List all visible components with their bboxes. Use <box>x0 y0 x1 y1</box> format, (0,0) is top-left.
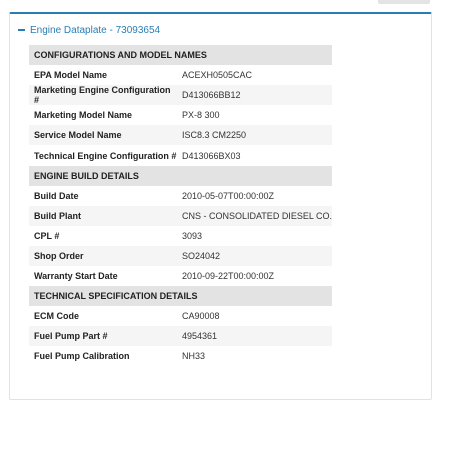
section-heading: ENGINE BUILD DETAILS <box>29 166 332 186</box>
minus-icon[interactable] <box>18 29 25 31</box>
row-label: CPL # <box>29 226 177 246</box>
row-value: 2010-09-22T00:00:00Z <box>177 266 332 286</box>
row-value: 3093 <box>177 226 332 246</box>
table-row <box>29 186 332 206</box>
section-header-row <box>29 166 332 186</box>
row-label: Warranty Start Date <box>29 266 177 286</box>
row-label: ECM Code <box>29 306 177 326</box>
top-tab <box>378 0 430 4</box>
row-label: Fuel Pump Calibration <box>29 346 177 366</box>
row-value: PX-8 300 <box>177 105 332 125</box>
table-row <box>29 65 332 85</box>
table-row <box>29 346 332 366</box>
row-value: D413066BX03 <box>177 145 332 165</box>
table-row <box>29 326 332 346</box>
table-row <box>29 206 332 226</box>
row-label: EPA Model Name <box>29 65 177 85</box>
table-row <box>29 226 332 246</box>
section-header-row <box>29 45 332 65</box>
row-label: Shop Order <box>29 246 177 266</box>
panel-header-toggle[interactable] <box>18 22 160 38</box>
table-row <box>29 105 332 125</box>
row-label: Fuel Pump Part # <box>29 326 177 346</box>
table-row <box>29 145 332 165</box>
row-value: 4954361 <box>177 326 332 346</box>
section-header-row <box>29 286 332 306</box>
row-label: Build Date <box>29 186 177 206</box>
panel-title[interactable]: Engine Dataplate - 73093654 <box>30 24 161 36</box>
table-row <box>29 246 332 266</box>
row-value: SO24042 <box>177 246 332 266</box>
table-row <box>29 266 332 286</box>
row-label: Service Model Name <box>29 125 177 145</box>
section-heading: TECHNICAL SPECIFICATION DETAILS <box>29 286 332 306</box>
row-value: D413066BB12 <box>177 85 332 105</box>
dataplate-table <box>29 45 332 367</box>
row-value: 2010-05-07T00:00:00Z <box>177 186 332 206</box>
row-value: NH33 <box>177 346 332 366</box>
table-row <box>29 85 332 105</box>
row-value: CNS - CONSOLIDATED DIESEL CO. <box>177 206 332 226</box>
row-value: ISC8.3 CM2250 <box>177 125 332 145</box>
row-value: CA90008 <box>177 306 332 326</box>
row-label: Marketing Engine Configuration # <box>29 85 177 105</box>
row-value: ACEXH0505CAC <box>177 65 332 85</box>
row-label: Build Plant <box>29 206 177 226</box>
section-heading: CONFIGURATIONS AND MODEL NAMES <box>29 45 332 65</box>
row-label: Technical Engine Configuration # <box>29 145 177 165</box>
table-row <box>29 125 332 145</box>
table-row <box>29 306 332 326</box>
row-label: Marketing Model Name <box>29 105 177 125</box>
